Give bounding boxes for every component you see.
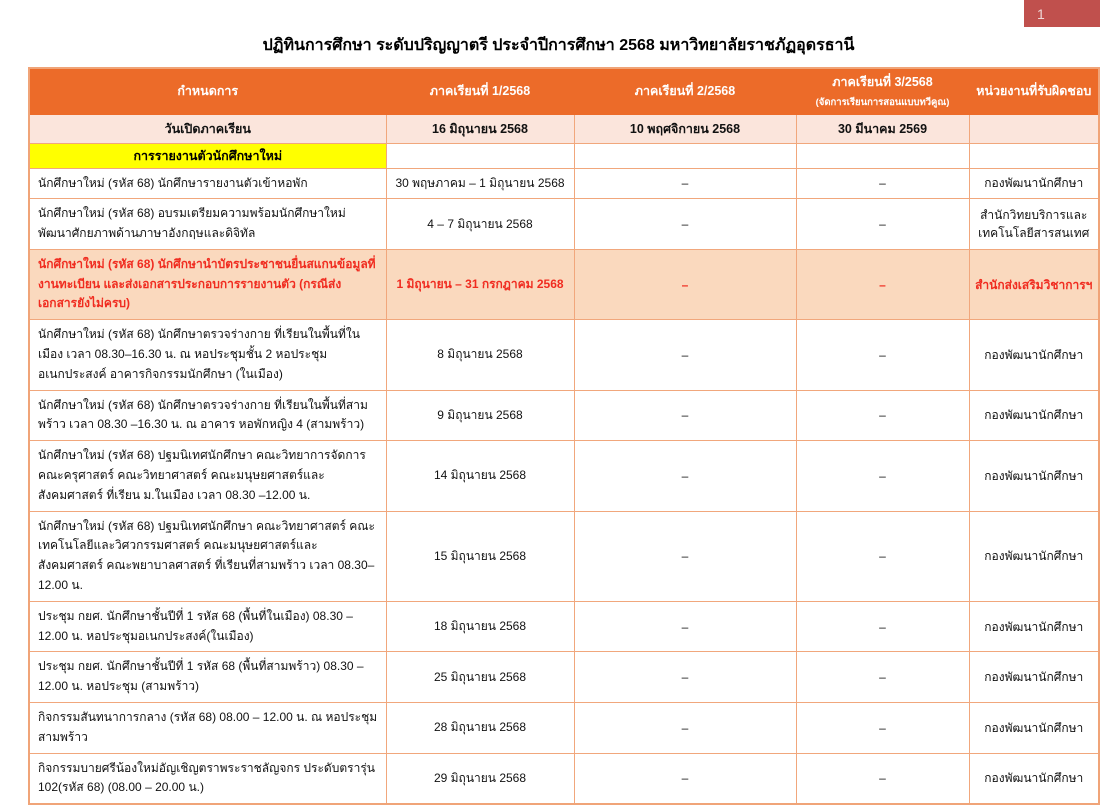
table-row: [29, 511, 1099, 601]
term3-cell: –: [796, 199, 969, 250]
table-row: [29, 441, 1099, 511]
term1-cell: 8 มิถุนายน 2568: [386, 320, 574, 390]
term3-cell: –: [796, 390, 969, 441]
open-row-term3: 30 มีนาคม 2569: [796, 114, 969, 143]
agency-cell: สำนักวิทยบริการและเทคโนโลยีสารสนเทศ: [969, 199, 1099, 250]
column-header-term1: [386, 68, 574, 114]
term2-cell: –: [574, 652, 796, 703]
term2-cell: –: [574, 168, 796, 199]
activity-cell: ประชุม กยศ. นักศึกษาชั้นปีที่ 1 รหัส 68 (พื้นที่สามพร้าว) 08.30 – 12.00 น. หอประชุม (สามพร้าว): [29, 652, 386, 703]
agency-cell: สำนักส่งเสริมวิชาการฯ: [969, 249, 1099, 319]
activity-cell: นักศึกษาใหม่ (รหัส 68) นักศึกษารายงานตัวเข้าหอพัก: [29, 168, 386, 199]
term1-cell: 28 มิถุนายน 2568: [386, 703, 574, 754]
empty-cell: [386, 143, 574, 168]
term1-cell: 1 มิถุนายน – 31 กรกฎาคม 2568: [386, 249, 574, 319]
activity-cell: นักศึกษาใหม่ (รหัส 68) อบรมเตรียมความพร้อมนักศึกษาใหม่พัฒนาศักยภาพด้านภาษาอังกฤษและดิจิทัล: [29, 199, 386, 250]
agency-cell: กองพัฒนานักศึกษา: [969, 390, 1099, 441]
page-number: 1: [1037, 5, 1045, 22]
term1-cell: 29 มิถุนายน 2568: [386, 753, 574, 804]
section-title: การรายงานตัวนักศึกษาใหม่: [29, 143, 386, 168]
term2-cell: –: [574, 601, 796, 652]
activity-cell: นักศึกษาใหม่ (รหัส 68) นักศึกษาตรวจร่างกาย ที่เรียนในพื้นที่สามพร้าว เวลา 08.30 –16.30 น. ณ อาคาร หอพักหญิง 4 (สามพร้าว): [29, 390, 386, 441]
term3-cell: –: [796, 441, 969, 511]
column-header-term3: [796, 68, 969, 114]
table-row: [29, 168, 1099, 199]
term1-cell: 14 มิถุนายน 2568: [386, 441, 574, 511]
term3-cell: –: [796, 320, 969, 390]
table-row: [29, 753, 1099, 804]
page-title: ปฏิทินการศึกษา ระดับปริญญาตรี ประจำปีการศึกษา 2568 มหาวิทยาลัยราชภัฏอุดรธานี: [262, 37, 855, 54]
activity-cell: นักศึกษาใหม่ (รหัส 68) นักศึกษาตรวจร่างกาย ที่เรียนในพื้นที่ในเมือง เวลา 08.30–16.30 น. ณ หอประชุมชั้น 2 หอประชุมอเนกประสงค์ อาคารกิจกรรมนักศึกษา (ในเมือง): [29, 320, 386, 390]
agency-cell: กองพัฒนานักศึกษา: [969, 320, 1099, 390]
open-row-agency: [969, 114, 1099, 143]
term1-cell: 9 มิถุนายน 2568: [386, 390, 574, 441]
agency-cell: กองพัฒนานักศึกษา: [969, 753, 1099, 804]
activity-cell: กิจกรรมบายศรีน้องใหม่อัญเชิญตราพระราชลัญจกร ประดับตรารุ่น 102(รหัส 68) (08.00 – 20.00 น.): [29, 753, 386, 804]
open-row-term2: 10 พฤศจิกายน 2568: [574, 114, 796, 143]
agency-cell: กองพัฒนานักศึกษา: [969, 441, 1099, 511]
table-row: [29, 601, 1099, 652]
empty-cell: [969, 143, 1099, 168]
column-header-label: กำหนดการ: [177, 84, 239, 99]
term2-cell: –: [574, 199, 796, 250]
term2-cell: –: [574, 249, 796, 319]
term2-cell: –: [574, 511, 796, 601]
term2-cell: –: [574, 703, 796, 754]
table-row: [29, 199, 1099, 250]
term3-cell: –: [796, 601, 969, 652]
activity-cell: ประชุม กยศ. นักศึกษาชั้นปีที่ 1 รหัส 68 (พื้นที่ในเมือง) 08.30 – 12.00 น. หอประชุมอเนกประสงค์(ในเมือง): [29, 601, 386, 652]
agency-cell: กองพัฒนานักศึกษา: [969, 601, 1099, 652]
table-row: [29, 390, 1099, 441]
activity-cell: นักศึกษาใหม่ (รหัส 68) ปฐมนิเทศนักศึกษา คณะวิทยาการจัดการ คณะครุศาสตร์ คณะวิทยาศาสตร์ คณะมนุษยศาสตร์และสังคมศาสตร์ ที่เรียน ม.ในเมือง เวลา 08.30 –12.00 น.: [29, 441, 386, 511]
term3-cell: –: [796, 753, 969, 804]
page-number-badge: [1024, 0, 1100, 27]
table-row: [29, 320, 1099, 390]
activity-cell: นักศึกษาใหม่ (รหัส 68) ปฐมนิเทศนักศึกษา คณะวิทยาศาสตร์ คณะเทคโนโลยีและวิศวกรรมศาสตร์ คณะมนุษยศาสตร์และสังคมศาสตร์ คณะพยาบาลศาสตร์ ที่เรียนที่สามพร้าว เวลา 08.30–12.00 น.: [29, 511, 386, 601]
term1-cell: 30 พฤษภาคม – 1 มิถุนายน 2568: [386, 168, 574, 199]
table-row: [29, 703, 1099, 754]
column-header-sublabel: (จัดการเรียนการสอนแบบทวีคูณ): [815, 97, 950, 109]
table-row: [29, 249, 1099, 319]
column-header-label: ภาคเรียนที่ 2/2568: [634, 84, 736, 99]
term2-cell: –: [574, 753, 796, 804]
term2-cell: –: [574, 441, 796, 511]
empty-cell: [574, 143, 796, 168]
term3-cell: –: [796, 511, 969, 601]
open-row-term1: 16 มิถุนายน 2568: [386, 114, 574, 143]
column-header-term2: [574, 68, 796, 114]
term3-cell: –: [796, 168, 969, 199]
term1-cell: 18 มิถุนายน 2568: [386, 601, 574, 652]
column-header-agency: [969, 68, 1099, 114]
section-header-row: [29, 143, 1099, 168]
empty-cell: [796, 143, 969, 168]
table-row: [29, 652, 1099, 703]
term3-cell: –: [796, 652, 969, 703]
column-header-label: ภาคเรียนที่ 1/2568: [429, 84, 531, 99]
term3-cell: –: [796, 249, 969, 319]
open-row-label: วันเปิดภาคเรียน: [29, 114, 386, 143]
table-header: [29, 68, 1099, 114]
term2-cell: –: [574, 320, 796, 390]
term3-cell: –: [796, 703, 969, 754]
table-body: [29, 168, 1099, 804]
activity-cell: กิจกรรมสันทนาการกลาง (รหัส 68) 08.00 – 12.00 น. ณ หอประชุมสามพร้าว: [29, 703, 386, 754]
semester-open-row: [29, 114, 1099, 143]
term1-cell: 15 มิถุนายน 2568: [386, 511, 574, 601]
term1-cell: 25 มิถุนายน 2568: [386, 652, 574, 703]
agency-cell: กองพัฒนานักศึกษา: [969, 168, 1099, 199]
agency-cell: กองพัฒนานักศึกษา: [969, 703, 1099, 754]
agency-cell: กองพัฒนานักศึกษา: [969, 511, 1099, 601]
column-header-label: หน่วยงานที่รับผิดชอบ: [976, 84, 1092, 99]
term2-cell: –: [574, 390, 796, 441]
agency-cell: กองพัฒนานักศึกษา: [969, 652, 1099, 703]
column-header-label: ภาคเรียนที่ 3/2568: [832, 75, 933, 90]
term1-cell: 4 – 7 มิถุนายน 2568: [386, 199, 574, 250]
column-header-schedule: [29, 68, 386, 114]
academic-calendar-table: [28, 67, 1100, 805]
activity-cell: นักศึกษาใหม่ (รหัส 68) นักศึกษานำบัตรประชาชนยื่นสแกนข้อมูลที่งานทะเบียน และส่งเอกสารประกอบการรายงานตัว (กรณีส่งเอกสารยังไม่ครบ): [29, 249, 386, 319]
